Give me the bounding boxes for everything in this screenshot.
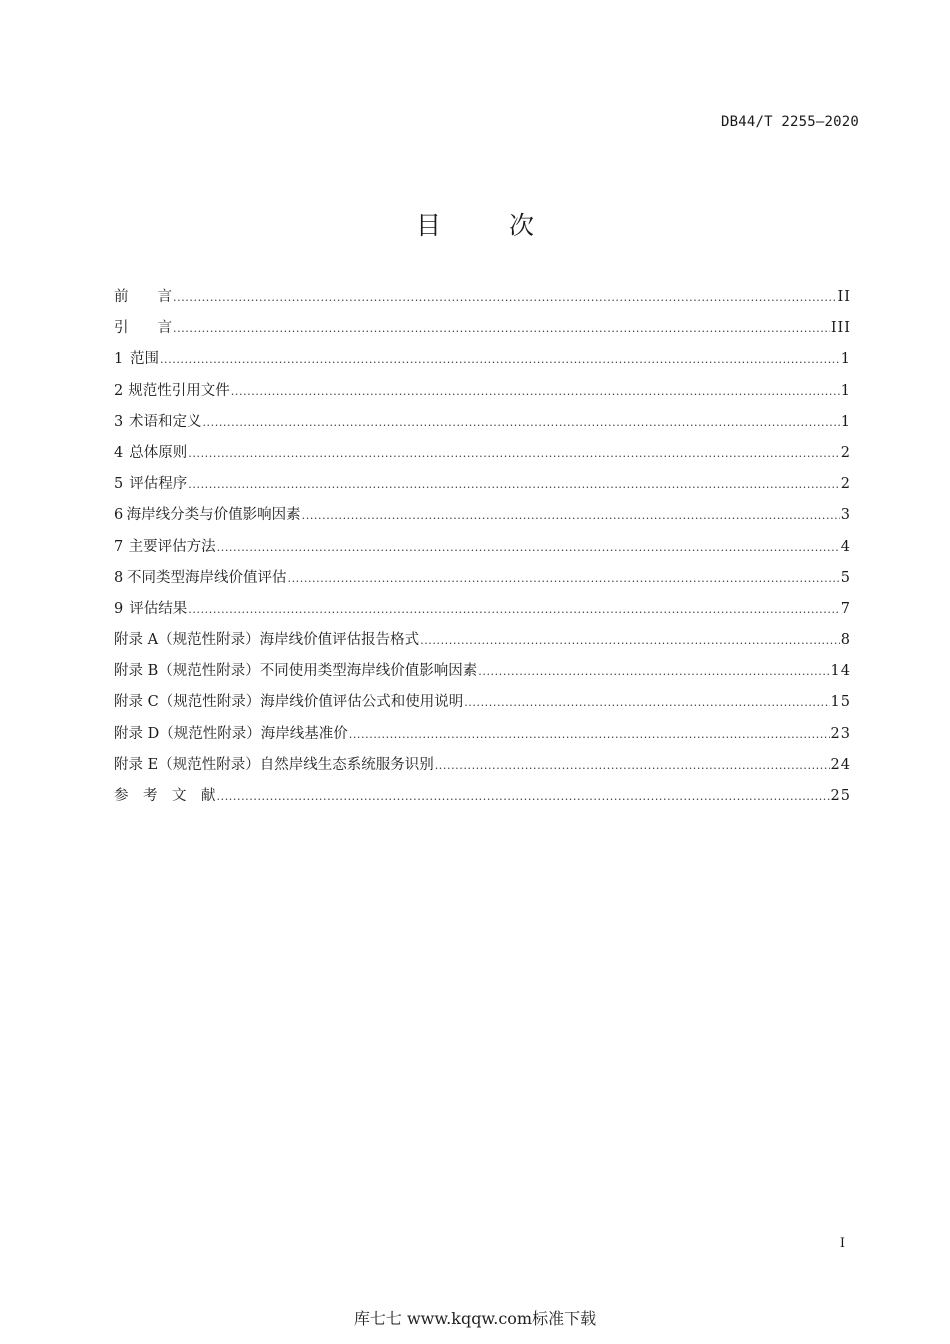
- toc-entry-4[interactable]: [114, 442, 851, 473]
- toc-entry-page: 25: [830, 788, 851, 804]
- toc-entry-appendix-prefix: 附录 B（规范性附录）: [114, 663, 260, 680]
- toc-entry-appendix-c[interactable]: [114, 691, 851, 722]
- toc-entry-6[interactable]: [114, 504, 851, 535]
- toc-leader-dots: [173, 318, 830, 340]
- toc-entry-label: 主要评估方法: [128, 538, 216, 555]
- toc-entry-foreword[interactable]: [114, 286, 851, 317]
- toc-entry-label: 参 考 文 献: [114, 788, 216, 804]
- toc-entry-number: 9: [114, 600, 124, 617]
- toc-entry-7[interactable]: [114, 536, 851, 567]
- toc-entry-page: 1: [840, 382, 851, 399]
- toc-entry-label: 范围: [129, 351, 159, 368]
- toc-entry-page: 1: [840, 351, 851, 368]
- toc-leader-dots: [188, 599, 839, 621]
- toc-entry-1[interactable]: [114, 348, 851, 379]
- toc-entry-page: 23: [830, 725, 851, 742]
- toc-entry-page: 8: [840, 632, 851, 649]
- toc-title-char-2: 次: [509, 211, 535, 240]
- toc-leader-dots: [464, 692, 829, 714]
- toc-entry-label: 前 言: [114, 289, 172, 305]
- toc-entry-number: 8: [114, 569, 124, 586]
- toc-leader-dots: [173, 287, 837, 309]
- toc-leader-dots: [160, 349, 840, 371]
- toc-leader-dots: [217, 786, 830, 808]
- toc-entry-appendix-d[interactable]: [114, 723, 851, 754]
- toc-entry-appendix-e[interactable]: [114, 754, 851, 785]
- toc-entry-2[interactable]: [114, 380, 851, 411]
- toc-entry-appendix-prefix: 附录 D（规范性附录）: [114, 725, 261, 742]
- toc-leader-dots: [217, 537, 840, 559]
- toc-leader-dots: [188, 474, 839, 496]
- toc-entry-page: 1: [840, 413, 851, 430]
- toc-entry-page: 4: [840, 538, 851, 555]
- toc-entry-label: 海岸线价值评估报告格式: [259, 632, 420, 649]
- toc-entry-number: 5: [114, 476, 124, 493]
- toc-leader-dots: [420, 630, 840, 652]
- toc-entry-label: 不同类型海岸线价值评估: [126, 569, 287, 586]
- toc-entry-page: 14: [830, 663, 851, 680]
- toc-entry-page: 24: [830, 756, 851, 773]
- page-number: I: [839, 1236, 845, 1251]
- toc-title-char-1: 目: [415, 211, 441, 240]
- toc-leader-dots: [435, 755, 830, 777]
- toc-entry-references[interactable]: [114, 785, 851, 816]
- toc-entry-3[interactable]: [114, 411, 851, 442]
- toc-entry-number: 1: [114, 351, 124, 368]
- toc-entry-label: 自然岸线生态系统服务识别: [259, 756, 434, 773]
- toc-entry-number: 3: [114, 413, 124, 430]
- toc-title: [0, 206, 950, 242]
- toc-entry-page: 2: [840, 476, 851, 493]
- toc-leader-dots: [231, 381, 840, 403]
- toc-entry-page: 15: [830, 694, 851, 711]
- toc-entry-page: 7: [840, 600, 851, 617]
- toc-entry-page: II: [837, 289, 851, 305]
- toc-entry-label: 评估程序: [129, 476, 188, 493]
- standard-code: DB44/T 2255—2020: [720, 114, 859, 130]
- toc-entry-appendix-prefix: 附录 C（规范性附录）: [114, 694, 261, 711]
- toc-entry-8[interactable]: [114, 567, 851, 598]
- toc-leader-dots: [202, 412, 839, 434]
- toc-leader-dots: [188, 443, 839, 465]
- toc-entry-label: 不同使用类型海岸线价值影响因素: [259, 663, 478, 680]
- toc-entry-label: 总体原则: [129, 444, 188, 461]
- toc-entry-label: 评估结果: [129, 600, 188, 617]
- toc-entry-label: 海岸线价值评估公式和使用说明: [260, 694, 464, 711]
- toc-entry-page: 2: [840, 444, 851, 461]
- toc-entry-9[interactable]: [114, 598, 851, 629]
- toc-leader-dots: [478, 661, 829, 683]
- toc-entry-label: 引 言: [114, 320, 172, 337]
- toc-entry-page: 3: [840, 507, 851, 524]
- toc-entry-page: 5: [840, 569, 851, 586]
- table-of-contents: [114, 286, 851, 816]
- toc-leader-dots: [349, 724, 830, 746]
- toc-entry-appendix-a[interactable]: [114, 629, 851, 660]
- toc-entry-number: 4: [114, 444, 124, 461]
- toc-entry-page: III: [830, 320, 851, 337]
- toc-entry-appendix-prefix: 附录 A（规范性附录）: [114, 632, 260, 649]
- toc-entry-introduction[interactable]: [114, 317, 851, 348]
- toc-leader-dots: [287, 568, 839, 590]
- toc-entry-appendix-b[interactable]: [114, 660, 851, 691]
- toc-entry-number: 2: [114, 382, 124, 399]
- toc-entry-label: 海岸线基准价: [260, 725, 348, 742]
- toc-entry-number: 6: [114, 507, 124, 524]
- toc-entry-label: 规范性引用文件: [128, 382, 230, 399]
- toc-entry-appendix-prefix: 附录 E（规范性附录）: [114, 756, 260, 773]
- toc-entry-5[interactable]: [114, 473, 851, 504]
- toc-entry-number: 7: [114, 538, 124, 555]
- toc-entry-label: 海岸线分类与价值影响因素: [126, 507, 301, 524]
- footer-watermark: 库七七 www.kqqw.com标准下载: [353, 1309, 597, 1328]
- toc-entry-label: 术语和定义: [128, 413, 202, 430]
- toc-leader-dots: [302, 505, 840, 527]
